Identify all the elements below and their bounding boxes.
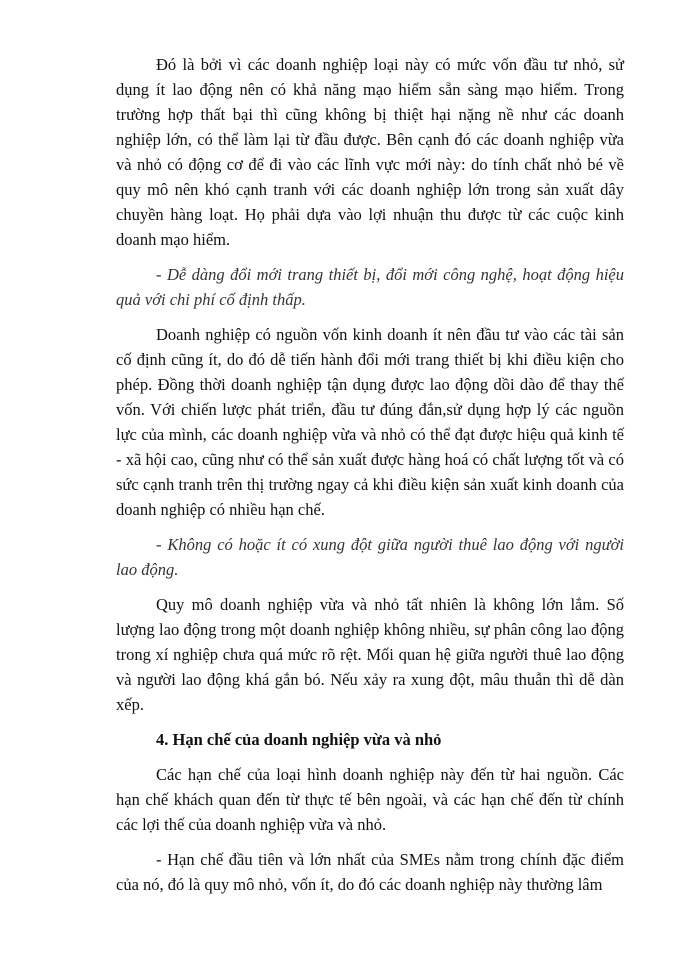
paragraph-labor-relations: Quy mô doanh nghiệp vừa và nhỏ tất nhiên là không lớn lắm. Số lượng lao động trong một doanh nghiệp không nhiều, sự phân công lao động trong xí nghiệp chưa quá mức rõ rệt. Mối quan hệ giữa người thuê lao động và người lao động khá gắn bó. Nếu xảy ra xung đột, mâu thuẫn thì dễ dàn xếp. xyxy=(116,595,624,714)
point-equipment-renewal: - Dễ dàng đổi mới trang thiết bị, đổi mới công nghệ, hoạt động hiệu quả với chi phí cố định thấp. xyxy=(116,265,624,309)
section-heading-limitations: 4. Hạn chế của doanh nghiệp vừa và nhỏ xyxy=(156,730,442,749)
paragraph-capital: Doanh nghiệp có nguồn vốn kinh doanh ít nên đầu tư vào các tài sản cố định cũng ít, do đó dễ tiến hành đổi mới trang thiết bị khi điều kiện cho phép. Đồng thời doanh nghiệp tận dụng được lao động dồi dào để thay thế vốn. Với chiến lược phát triển, đầu tư đúng đắn,sử dụng hợp lý các nguồn lực của mình, các doanh nghiệp vừa và nhỏ có thể đạt được hiệu quả kinh tế - xã hội cao, cũng như có thể sản xuất được hàng hoá có chất lượng tốt và có sức cạnh tranh trên thị trường ngay cả khi điều kiện sản xuất kinh doanh của doanh nghiệp có nhiều hạn chế. xyxy=(116,325,624,519)
paragraph-first-limitation: - Hạn chế đầu tiên và lớn nhất của SMEs nằm trong chính đặc điểm của nó, đó là quy mô nhỏ, vốn ít, do đó các doanh nghiệp này thường lâm xyxy=(116,850,624,894)
paragraph-limitations-sources: Các hạn chế của loại hình doanh nghiệp này đến từ hai nguồn. Các hạn chế khách quan đến từ thực tế bên ngoài, và các hạn chế đến từ chính các lợi thế của doanh nghiệp vừa và nhỏ. xyxy=(116,765,624,834)
point-labor-conflict: - Không có hoặc ít có xung đột giữa người thuê lao động với người lao động. xyxy=(116,535,624,579)
document-page xyxy=(116,52,624,897)
paragraph-risk-taking: Đó là bởi vì các doanh nghiệp loại này có mức vốn đầu tư nhỏ, sử dụng ít lao động nên có khả năng mạo hiểm sẵn sàng mạo hiểm. Trong trường hợp thất bại thì cũng không bị thiệt hại nặng nề như các doanh nghiệp lớn, có thể làm lại từ đầu được. Bên cạnh đó các doanh nghiệp vừa và nhỏ có động cơ để đi vào các lĩnh vực mới này: do tính chất nhỏ bé về quy mô nên khó cạnh tranh với các doanh nghiệp lớn trong sản xuất dây chuyền hàng loạt. Họ phải dựa vào lợi nhuận thu được từ các cuộc kinh doanh mạo hiểm. xyxy=(116,55,624,249)
